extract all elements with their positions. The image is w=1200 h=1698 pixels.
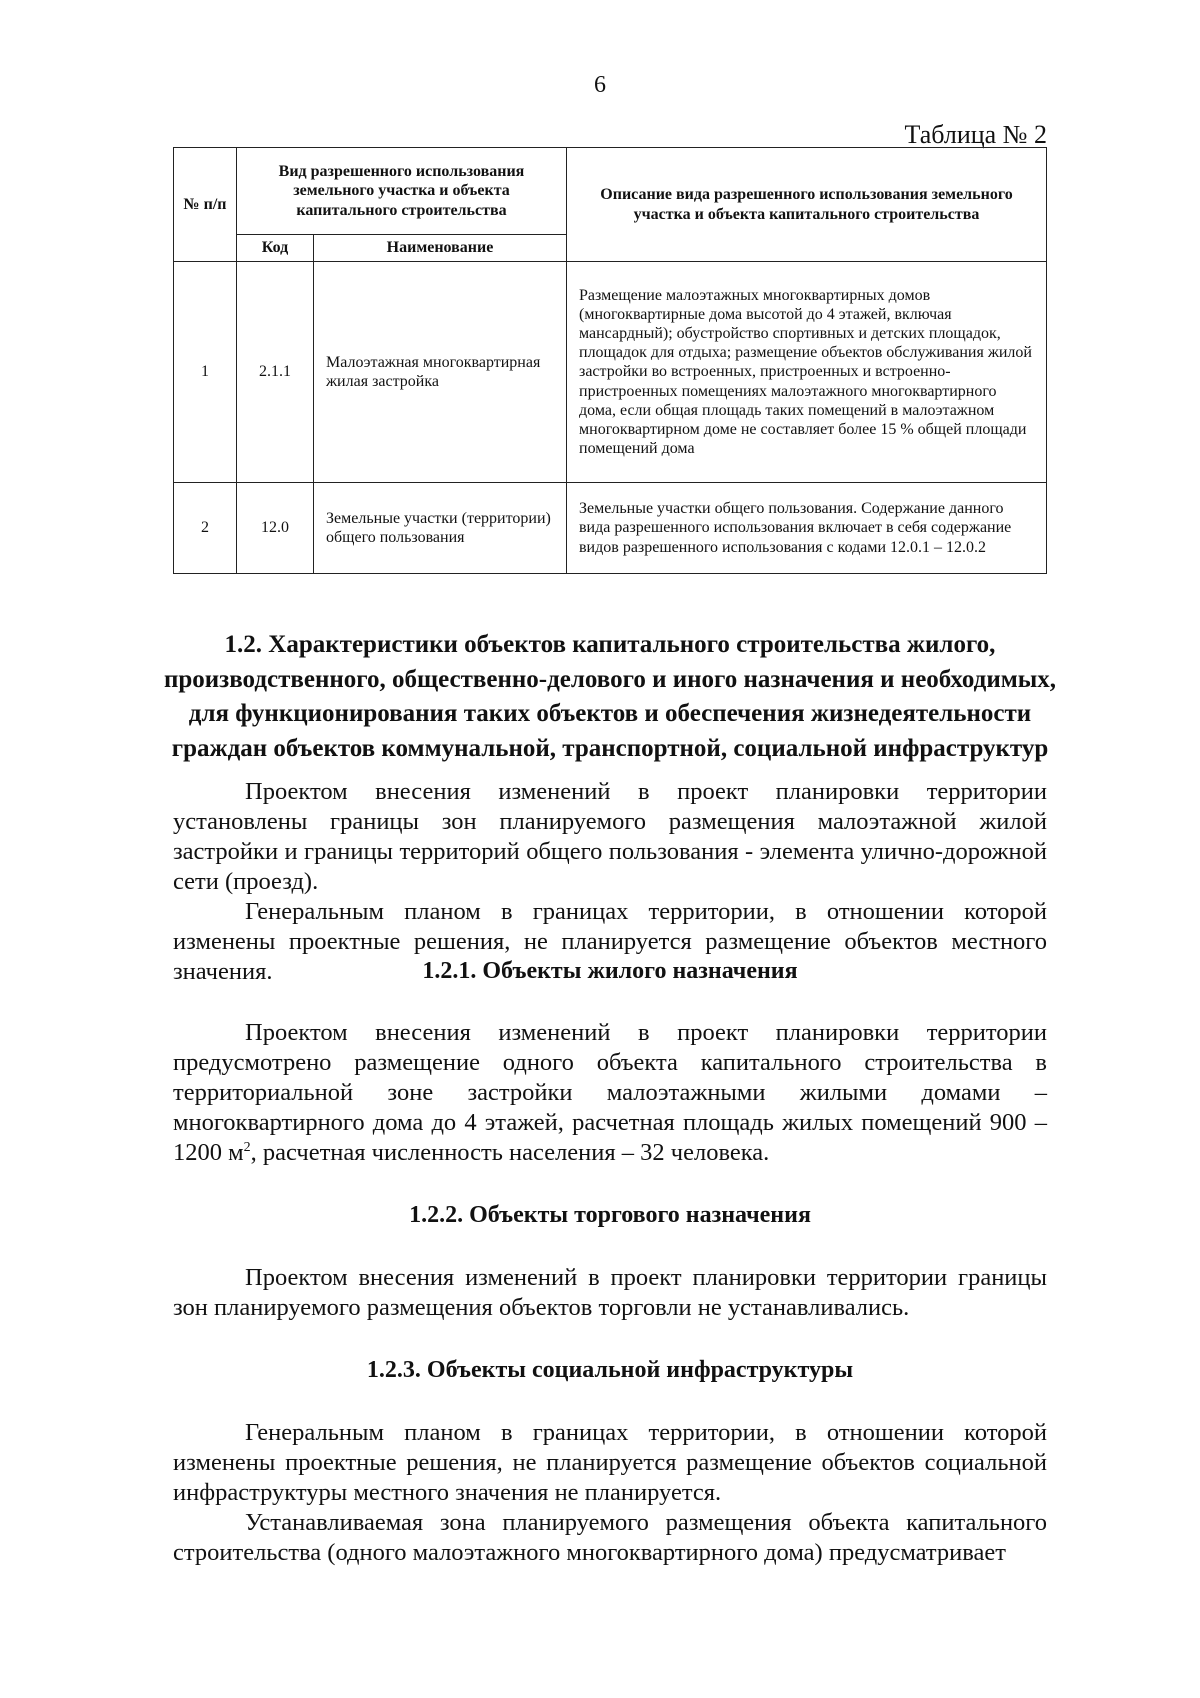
section-1-2-1-body: [173, 1018, 1047, 1168]
superscript: 2: [243, 1139, 251, 1155]
header-num: № п/п: [174, 148, 237, 262]
paragraph-text: Проектом внесения изменений в проект планировки территории предусмотрено размещение одного объекта капитального строительства в территориальной зоне застройки малоэтажными жилыми домами – многоквартирного дома до 4 этажей, расчетная площадь жилых помещений 900 – 1200 м: [173, 1019, 1047, 1166]
paragraph: Проектом внесения изменений в проект планировки территории границы зон планируемого размещения объектов торговли не устанавливались.: [173, 1264, 1047, 1321]
header-kind: Вид разрешенного использования земельного участка и объекта капитального строительства: [237, 148, 567, 235]
header-name: Наименование: [314, 235, 567, 262]
section-1-2-2-title: 1.2.2. Объекты торгового назначения: [409, 1202, 811, 1228]
section-1-2-body: [173, 777, 1047, 987]
paragraph: Генеральным планом в границах территории, в отношении которой изменены проектные решения, не планируется размещение объектов социальной инфраструктуры местного значения не планируется.: [173, 1419, 1047, 1506]
table-row: [174, 262, 1047, 483]
paragraph: Проектом внесения изменений в проект планировки территории установлены границы зон планируемого размещения малоэтажной жилой застройки и границы территорий общего пользования - элемента улично-дорожной сети (проезд).: [173, 778, 1047, 895]
paragraph: Устанавливаемая зона планируемого размещения объекта капитального строительства (одного малоэтажного многоквартирного дома) предусматривает: [173, 1509, 1047, 1566]
section-1-2-3-title: 1.2.3. Объекты социальной инфраструктуры: [366, 1357, 854, 1383]
section-1-2-1-title: 1.2.1. Объекты жилого назначения: [422, 958, 798, 984]
row-code: 2.1.1: [237, 262, 314, 483]
paragraph-text: , расчетная численность населения – 32 человека.: [250, 1139, 770, 1166]
row-num: 2: [174, 483, 237, 574]
section-1-2-3-body: [173, 1418, 1047, 1568]
section-1-2-2-body: [173, 1263, 1047, 1323]
row-desc: Земельные участки общего пользования. Содержание данного вида разрешенного использования включает в себя содержание видов разрешенного использования с кодами 12.0.1 – 12.0.2: [567, 483, 1047, 574]
table-header-row: [174, 148, 1047, 235]
paragraph: Генеральным планом в границах территории, в отношении которой изменены проектные решения, не планируется размещение объектов местного значения.: [173, 898, 1047, 985]
row-code: 12.0: [237, 483, 314, 574]
row-desc: Размещение малоэтажных многоквартирных домов (многоквартирные дома высотой до 4 этажей, включая мансардный); обустройство спортивных и детских площадок, площадок для отдыха; размещение объектов обслуживания жилой застройки во встроенных, пристроенных и встроенно-пристроенных помещениях малоэтажного многоквартирного дома, если общая площадь таких помещений в малоэтажном многоквартирном доме не составляет более 15 % общей площади помещений дома: [567, 262, 1047, 483]
table-row: [174, 483, 1047, 574]
row-name: Земельные участки (территории) общего пользования: [314, 483, 567, 574]
row-num: 1: [174, 262, 237, 483]
section-1-2-title: 1.2. Характеристики объектов капитального строительства жилого, производственного, общественно-делового и иного назначения и необходимых, для функционирования таких объектов и обеспечения жизнедеятельности граждан объектов коммунальной, транспортной, социальной инфраструктур: [163, 631, 1057, 762]
header-desc: Описание вида разрешенного использования земельного участка и объекта капитального строительства: [567, 148, 1047, 262]
paragraph: [173, 1018, 1047, 1168]
row-name: Малоэтажная многоквартирная жилая застройка: [314, 262, 567, 483]
table-label: Таблица № 2: [904, 120, 1047, 149]
land-use-table: [173, 147, 1047, 574]
header-code: Код: [237, 235, 314, 262]
page-number: 6: [594, 72, 606, 98]
